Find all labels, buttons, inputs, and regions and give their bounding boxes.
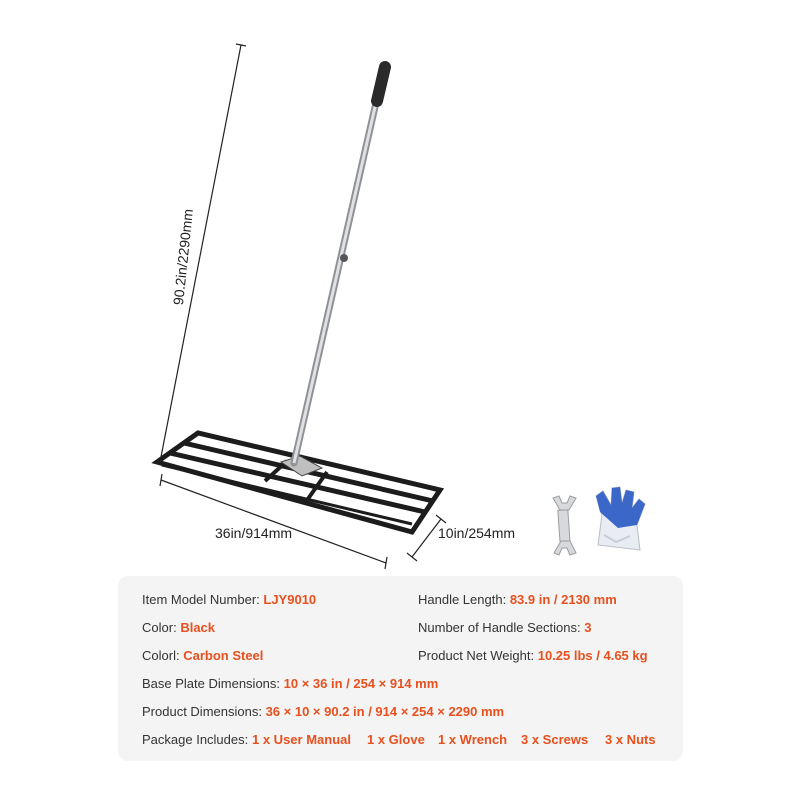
spec-product-dimensions-label: Product Dimensions: [142, 704, 262, 719]
spec-package-label: Package Includes: [142, 732, 249, 747]
width-dimension-line [160, 474, 387, 569]
rake-handle [294, 72, 383, 463]
spec-model-label: Item Model Number: [142, 592, 260, 607]
spec-panel [118, 576, 683, 761]
spec-color-value: Black [180, 620, 216, 635]
spec-weight [418, 648, 648, 663]
width-dimension-label: 36in/914mm [215, 525, 293, 541]
spec-handle-sections-value: 3 [584, 620, 592, 635]
spec-product-dimensions-value: 36 × 10 × 90.2 in / 914 × 254 × 2290 mm [265, 704, 505, 719]
spec-color-label: Color: [142, 620, 177, 635]
package-item-screws: 3 x Screws [521, 732, 589, 747]
depth-dimension-label: 10in/254mm [438, 525, 516, 541]
spec-package [142, 732, 248, 747]
spec-product-dimensions [142, 704, 504, 719]
height-dimension-line [155, 44, 246, 463]
spec-handle-sections-label: Number of Handle Sections: [418, 620, 581, 635]
package-item-manual: 1 x User Manual [252, 732, 351, 747]
spec-base-plate-value: 10 × 36 in / 254 × 914 mm [283, 676, 439, 691]
package-item-nuts: 3 x Nuts [605, 732, 656, 747]
spec-model-value: LJY9010 [263, 592, 317, 607]
spec-model [142, 592, 316, 607]
spec-material-value: Carbon Steel [183, 648, 264, 663]
spec-weight-label: Product Net Weight: [418, 648, 535, 663]
spec-base-plate-label: Base Plate Dimensions: [142, 676, 281, 691]
height-dimension-label: 90.2in/2290mm [169, 208, 197, 306]
spec-weight-value: 10.25 lbs / 4.65 kg [537, 648, 648, 663]
glove-icon [596, 487, 645, 550]
wrench-icon [553, 496, 576, 555]
spec-handle-length-value: 83.9 in / 2130 mm [509, 592, 617, 607]
spec-handle-length-label: Handle Length: [418, 592, 507, 607]
handle-grip [377, 67, 385, 101]
spec-handle-length [418, 592, 617, 607]
spec-material [142, 648, 263, 663]
spec-color [142, 620, 215, 635]
package-item-wrench: 1 x Wrench [438, 732, 508, 747]
package-item-glove: 1 x Glove [367, 732, 425, 747]
spec-material-label: Colorl: [142, 648, 180, 663]
spec-base-plate [142, 676, 438, 691]
spec-handle-sections [418, 620, 591, 635]
